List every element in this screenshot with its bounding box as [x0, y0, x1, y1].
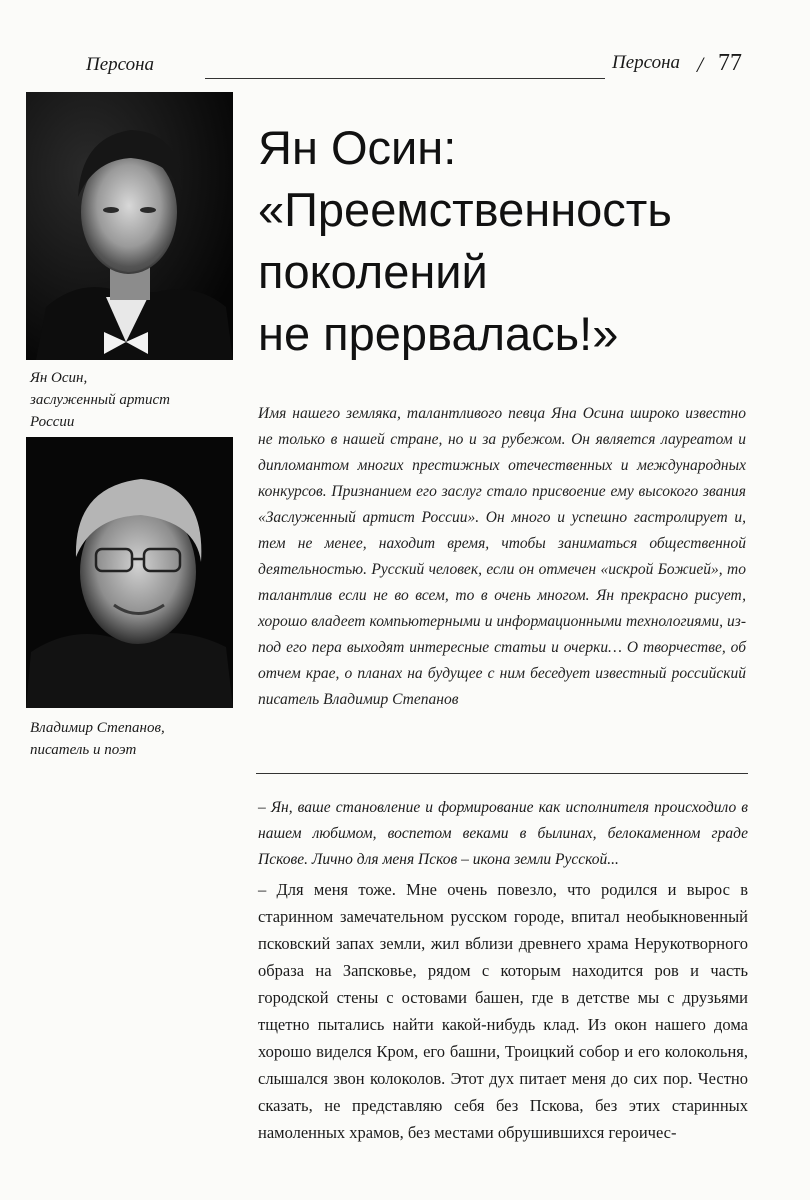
photo-vladimir-stepanov [26, 437, 233, 708]
caption-vladimir-stepanov [30, 717, 250, 761]
title-line: поколений [258, 245, 488, 298]
caption-line: писатель и поэт [30, 742, 137, 758]
caption-yan-osin [30, 367, 240, 433]
title-line: Ян Осин: [258, 121, 457, 174]
portrait-osin-image [26, 92, 233, 360]
caption-line: Ян Осин, [30, 370, 88, 386]
section-label-right: Персона [612, 52, 681, 73]
title-line: «Преемственность [258, 183, 672, 236]
caption-line: России [30, 414, 75, 430]
title-line: не прервалась!» [258, 307, 619, 360]
lead-paragraph: Имя нашего земляка, талантливого певца Яна Осина широко известно не только в нашей стране, но и за рубежом. Он является лауреатом и дипломантом многих престижных отечественных и международных конкурсов. Признанием его заслуг стало присвоение ему высокого звания «Заслуженный артист России». Он много и успешно гастролирует и, тем не менее, находит время, чтобы заниматься общественной деятельностью. Русский человек, если он отмечен «искрой Божией», то талантлив если не во всем, то в очень многом. Ян прекрасно рисует, хорошо владеет компьютерными и информационными технологиями, из-под его пера выходят интересные статьи и очерки… О творчестве, об отчем крае, о планах на будущее с ним беседует известный российский писатель Владимир Степанов [258, 405, 746, 708]
photo-yan-osin [26, 92, 233, 360]
interview-answer: – Для меня тоже. Мне очень повезло, что родился и вырос в старинном замечательном русском городе, впитал необыкновенный псковский запах земли, жил вблизи древнего храма Нерукотворного образа на Запсковье, рядом с которым находится ров и часть городской стены с остовами башен, где в детстве мы с друзьями тщетно пытались найти какой-нибудь клад. Из окон нашего дома хорошо виделся Кром, его башни, Троицкий собор и его колокольня, слышался звон колоколов. Этот дух питает меня до сих пор. Честно сказать, не представляю себя без Пскова, без этих старинных намоленных храмов, без местами обрушившихся героичес- [258, 880, 748, 1142]
interview-question: – Ян, ваше становление и формирование как исполнителя происходило в нашем любимом, воспетом веками в былинах, белокаменном граде Пскове. Лично для меня Псков – икона земли Русской... [258, 799, 748, 868]
page-number: 77 [718, 50, 742, 76]
article-title [258, 117, 778, 365]
caption-line: заслуженный артист [30, 392, 170, 408]
portrait-stepanov-image [26, 437, 233, 708]
header-rule [205, 78, 605, 79]
header-slash: / [697, 52, 704, 77]
section-divider [256, 773, 748, 774]
caption-line: Владимир Степанов, [30, 720, 165, 736]
section-label-left: Персона [86, 54, 155, 75]
